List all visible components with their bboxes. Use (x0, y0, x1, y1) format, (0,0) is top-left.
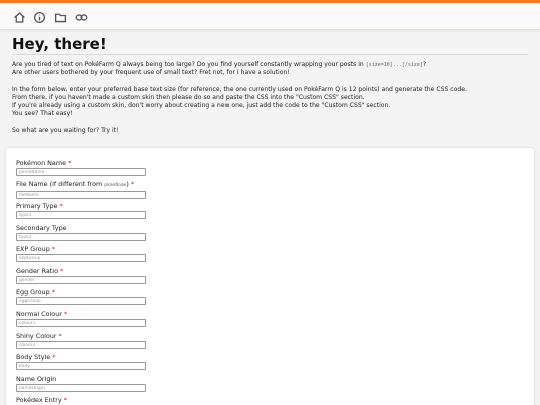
field-file-name: File Name (if different from pkmnName) * fileName (16, 180, 146, 199)
field-label: Shiny Colour (16, 332, 57, 340)
file-name-input[interactable] (16, 191, 146, 199)
home-icon[interactable] (11, 9, 27, 25)
exp-group-input[interactable] (16, 254, 146, 262)
required-marker: * (60, 267, 64, 275)
pkmn-name-code: pkmnName (104, 183, 127, 188)
title-divider (12, 54, 528, 55)
required-marker: * (51, 245, 56, 253)
intro-paragraph-2: Are other users bothered by your frequent use of small text? Fret not, for I have a solution! (12, 69, 290, 77)
size-tag-code: [size=10]...[/size] (365, 62, 423, 68)
folder-icon[interactable] (52, 9, 68, 25)
required-marker: * (63, 396, 67, 404)
gender-ratio-input[interactable] (16, 276, 146, 284)
field-label: Name Origin (16, 375, 57, 383)
intro-text (12, 61, 532, 135)
required-marker: * (58, 332, 62, 340)
intro-paragraph-6: You see? That easy! (12, 110, 73, 118)
field-secondary-type (16, 224, 146, 241)
pokemon-form (6, 148, 534, 405)
pokemon-name-input[interactable] (16, 168, 146, 176)
field-label: Pokémon Name (16, 159, 67, 167)
intro-paragraph-5: If you're already using a custom skin, don't worry about creating a new one, just add the code to the "Custom CSS" section. (12, 102, 391, 110)
field-label: Gender Ratio (16, 267, 58, 275)
required-marker: * (68, 159, 72, 167)
field-shiny-colour (16, 332, 146, 349)
field-gender-ratio (16, 267, 146, 284)
field-body-style (16, 353, 146, 370)
link-icon[interactable] (73, 9, 89, 25)
required-marker: * (59, 202, 63, 210)
field-label: Normal Colour (16, 310, 62, 318)
name-origin-input[interactable] (16, 384, 146, 392)
top-toolbar (0, 0, 540, 30)
field-label: Primary Type (16, 202, 58, 210)
intro-paragraph-7: So what are you waiting for? Try it! (12, 126, 119, 134)
field-label: File Name (if different from (16, 180, 105, 188)
field-label: Egg Group (16, 288, 50, 296)
page-title: Hey, there! (12, 35, 107, 53)
field-name-origin (16, 375, 146, 392)
required-marker: * (52, 353, 56, 361)
field-normal-colour (16, 310, 146, 327)
intro-paragraph-3: In the form below, enter your preferred base text size (for reference, the one currently used on PokéFarm Q is 12 points) and generate the CSS code. (12, 85, 467, 93)
required-marker: * (130, 180, 135, 188)
field-label: EXP Group (16, 245, 50, 253)
field-primary-type (16, 202, 146, 219)
required-marker: * (51, 288, 55, 296)
info-icon[interactable] (31, 9, 47, 25)
required-marker: * (63, 310, 68, 318)
intro-paragraph-1: Are you tired of text on PokéFarm Q always being too large? Do you find yourself constantly wrapping your posts in [size=10]...[/size]? (12, 61, 427, 68)
field-label: Body Style (16, 353, 51, 361)
body-style-input[interactable] (16, 362, 146, 370)
normal-colour-input[interactable] (16, 319, 146, 327)
secondary-type-input[interactable] (16, 233, 146, 241)
field-label: Secondary Type (16, 224, 67, 232)
field-egg-group (16, 288, 146, 305)
field-pokedex-entry (16, 396, 146, 405)
shiny-colour-input[interactable] (16, 341, 146, 349)
primary-type-input[interactable] (16, 211, 146, 219)
egg-group-input[interactable] (16, 297, 146, 305)
field-exp-group (16, 245, 146, 262)
field-pokemon-name (16, 159, 146, 176)
field-label: Pokédex Entry (16, 396, 62, 404)
intro-paragraph-4: From there, if you haven't made a custom skin then please do so and paste the CSS into the "Custom CSS" section. (12, 93, 365, 101)
